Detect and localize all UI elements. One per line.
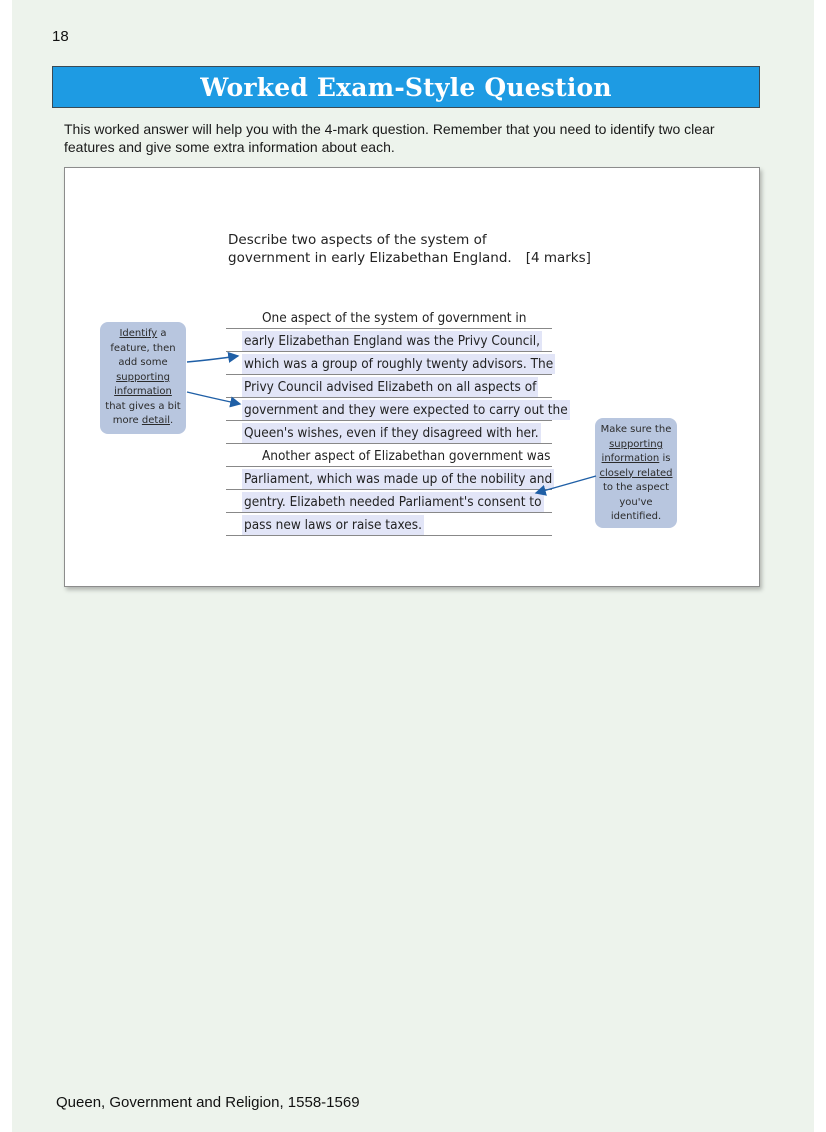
answer-line-text: early Elizabethan England was the Privy Council, xyxy=(244,333,540,349)
question-line-2 xyxy=(228,249,608,267)
tip-keyword: detail xyxy=(141,415,170,426)
question-marks: [4 marks] xyxy=(525,250,591,266)
banner-title: Worked Exam-Style Question xyxy=(200,72,612,102)
answer-line-text: Another aspect of Elizabethan government was xyxy=(262,448,551,464)
answer-line xyxy=(226,306,552,329)
tip-text: that gives a bit more xyxy=(105,400,181,426)
tip-text: . xyxy=(170,415,174,426)
tip-keyword: supporting information xyxy=(601,438,663,464)
answer-line-text: Privy Council advised Elizabeth on all aspects of xyxy=(244,379,537,395)
tip-keyword: supporting information xyxy=(114,371,172,397)
answer-line xyxy=(226,444,552,467)
left-margin-strip xyxy=(0,0,12,1132)
answer-line xyxy=(226,490,552,513)
tip-text: Make sure the xyxy=(600,424,672,435)
tip-text: a feature, then add some xyxy=(110,328,176,368)
answer-line-text: One aspect of the system of government in xyxy=(262,310,527,326)
footer-topic: Queen, Government and Religion, 1558-1569 xyxy=(56,1094,360,1111)
question-line-1: Describe two aspects of the system of xyxy=(228,232,487,248)
tip-text: to the aspect you've identified. xyxy=(602,482,670,522)
answer-line-text: Parliament, which was made up of the nobility and xyxy=(244,471,553,487)
tip-text: is xyxy=(659,453,671,464)
intro-text: This worked answer will help you with the 4-mark question. Remember that you need to identify two clear features and give some extra information about each. xyxy=(64,121,715,155)
page-number: 18 xyxy=(52,28,69,45)
answer-line xyxy=(226,513,552,536)
answer-line xyxy=(226,421,552,444)
answer-line xyxy=(226,352,552,375)
tip-keyword: closely related xyxy=(599,467,673,479)
exam-question xyxy=(228,231,608,267)
handwritten-answer xyxy=(226,306,568,536)
answer-line xyxy=(226,329,552,352)
answer-line xyxy=(226,375,552,398)
answer-line-text: pass new laws or raise taxes. xyxy=(244,517,422,533)
answer-line xyxy=(226,398,568,421)
answer-line-text: which was a group of roughly twenty advisors. The xyxy=(244,356,554,372)
answer-line-text: Queen's wishes, even if they disagreed with her. xyxy=(244,425,539,441)
question-line-2-text: government in early Elizabethan England. xyxy=(228,250,512,266)
answer-line-text: gentry. Elizabeth needed Parliament's consent to xyxy=(244,494,542,510)
tip-note-related xyxy=(595,418,677,528)
answer-line-text: government and they were expected to carry out the xyxy=(244,402,568,418)
answer-line xyxy=(226,467,552,490)
tip-keyword: Identify xyxy=(119,328,158,339)
section-banner xyxy=(52,66,760,108)
tip-note-identify xyxy=(100,322,186,434)
